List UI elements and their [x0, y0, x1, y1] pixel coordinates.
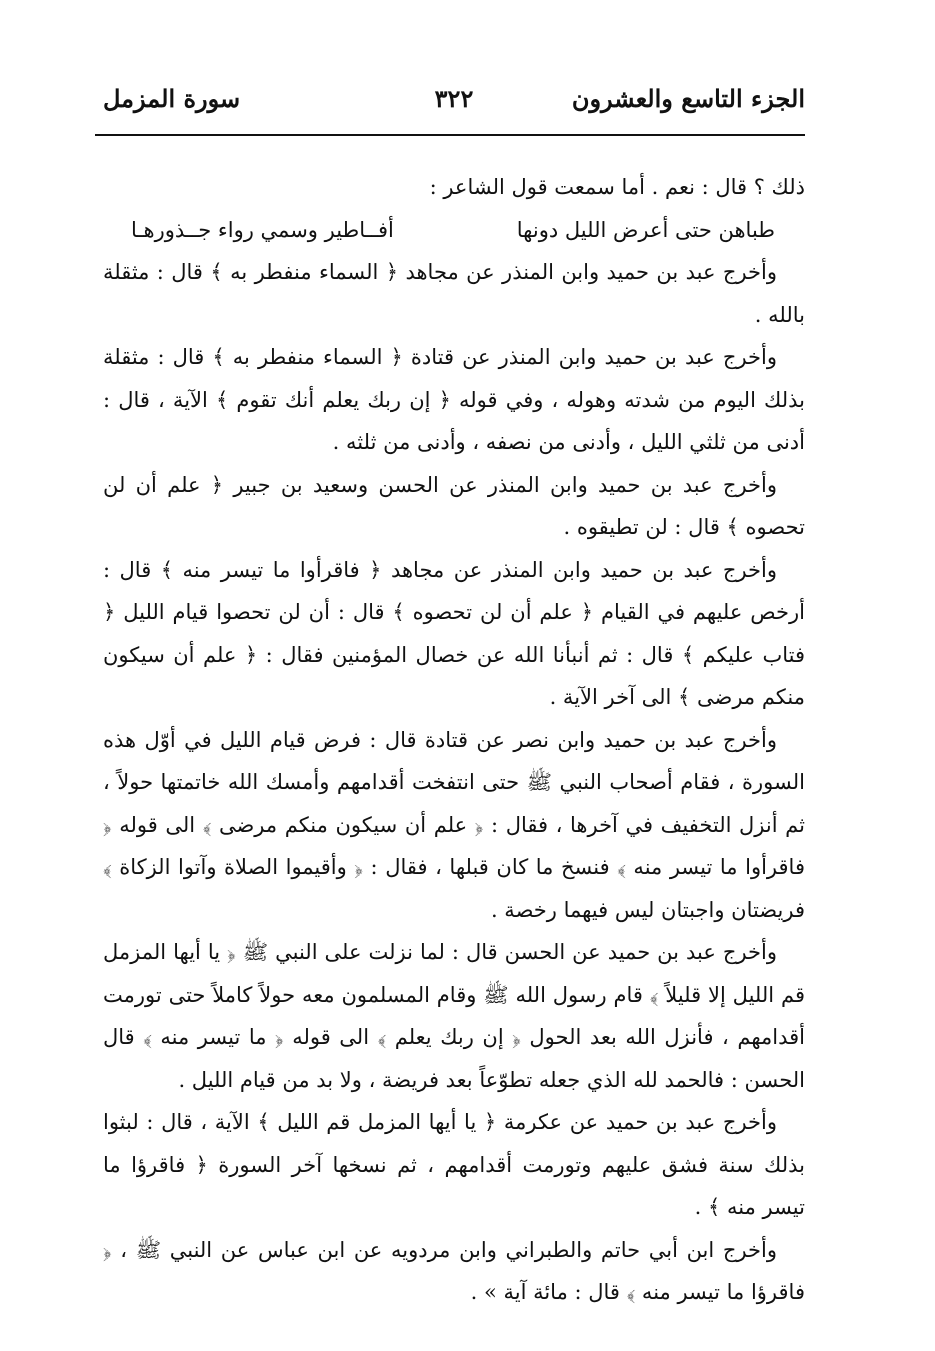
- paragraph: وأخرج عبد بن حميد عن الحسن قال : لما نزلت على النبي ﷺ ﴿ يا أيها المزمل قم الليل إلا قليلاً ﴾ قام رسول الله ﷺ وقام المسلمون معه حولاً كاملاً حتى تورمت أقدامهم ، فأنزل الله بعد الحول ﴿ إن ربك يعلم ﴾ الى قوله ﴿ ما تيسر منه ﴾ قال الحسن : فالحمد لله الذي جعله تطوّعاً بعد فريضة ، ولا بد من قيام الليل .: [103, 940, 805, 1092]
- page-header: [103, 84, 805, 124]
- paragraph: وأخرج عبد بن حميد وابن المنذر عن مجاهد ﴿ السماء منفطر به ﴾ قال : مثقلة بالله .: [103, 260, 805, 327]
- poetry-verse: [103, 209, 805, 252]
- paragraph: وأخرج ابن أبي حاتم والطبراني وابن مردويه عن ابن عباس عن النبي ﷺ ، ﴿ فاقرؤا ما تيسر منه ﴾ قال : مائة آية » .: [103, 1237, 805, 1304]
- paragraph: ذلك ؟ قال : نعم . أما سمعت قول الشاعر :: [429, 175, 805, 199]
- paragraph: وأخرج عبد بن حميد وابن نصر عن قتادة قال : فرض قيام الليل في أوّل هذه السورة ، فقام أصحاب النبي ﷺ حتى انتفخت أقدامهم وأمسك الله خاتمتها حولاً ، ثم أنزل التخفيف في آخرها ، فقال : ﴿ علم أن سيكون منكم مرضى ﴾ الى قوله ﴿ فاقرأوا ما تيسر منه ﴾ فنسخ ما كان قبلها ، فقال : ﴿ وأقيموا الصلاة وآتوا الزكاة ﴾ فريضتان واجبتان ليس فيهما رخصة .: [103, 727, 805, 922]
- surah-title: سورة المزمل: [103, 84, 241, 113]
- paragraph: وأخرج عبد بن حميد وابن المنذر عن مجاهد ﴿ فاقرأوا ما تيسر منه ﴾ قال : أرخص عليهم في القيام ﴿ علم أن لن تحصوه ﴾ قال : أن لن تحصوا قيام الليل ﴿ فتاب عليكم ﴾ قال : ثم أنبأنا الله عن خصال المؤمنين فقال : ﴿ علم أن سيكون منكم مرضى ﴾ الى آخر الآية .: [103, 557, 805, 709]
- verse-first-hemistich: طباهن حتى أعرض الليل دونها: [516, 217, 775, 242]
- verse-second-hemistich: أفــاطير وسمي رواء جــذورهـا: [131, 217, 394, 242]
- header-rule: [95, 134, 805, 136]
- paragraph: وأخرج عبد بن حميد وابن المنذر عن الحسن وسعيد بن جبير ﴿ علم أن لن تحصوه ﴾ قال : لن تطيقوه .: [103, 472, 805, 539]
- page-number: ٣٢٢: [434, 84, 474, 113]
- page-body: [103, 166, 805, 1314]
- juz-title: الجزء التاسع والعشرون: [571, 84, 805, 113]
- paragraph: وأخرج عبد بن حميد وابن المنذر عن قتادة ﴿ السماء منفطر به ﴾ قال : مثقلة بذلك اليوم من شدته وهوله ، وفي قوله ﴿ إن ربك يعلم أنك تقوم ﴾ الآية ، قال : أدنى من ثلثي الليل ، وأدنى من نصفه ، وأدنى من ثلثه .: [103, 345, 805, 454]
- paragraph: وأخرج عبد بن حميد عن عكرمة ﴿ يا أيها المزمل قم الليل ﴾ الآية ، قال : لبثوا بذلك سنة فشق عليهم وتورمت أقدامهم ، ثم نسخها آخر السورة ﴿ فاقرؤا ما تيسر منه ﴾ .: [103, 1110, 805, 1219]
